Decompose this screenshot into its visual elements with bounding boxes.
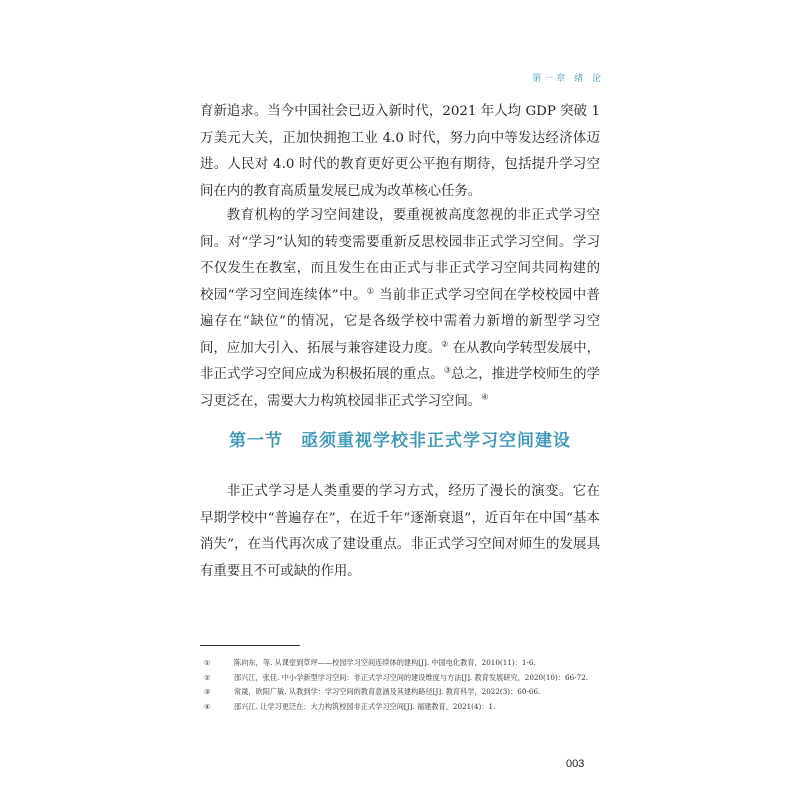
footnote-ref-2[interactable]: ② <box>441 339 449 349</box>
footnote-item <box>200 671 600 686</box>
footnote-mark: ③ <box>204 687 211 696</box>
footnote-mark: ④ <box>204 701 211 711</box>
paragraph-section-intro: 非正式学习是人类重要的学习方式，经历了漫长的演变。它在早期学校中“普遍存在”，在近千年“逐渐衰退”，近百年在中国“基本消失”，在当代再次成了建设重点。非正式学习空间对师生的发展具有重要且不可或缺的作用。 <box>200 484 600 579</box>
footnote-ref-4[interactable]: ④ <box>481 392 489 402</box>
footnote-item <box>200 685 600 700</box>
paragraph-informal-space <box>200 203 600 415</box>
running-head: 第一章 绪 论 <box>532 74 604 84</box>
footnote-ref-3[interactable]: ③ <box>443 365 452 375</box>
page-number: 003 <box>566 758 585 770</box>
body-text-continuation <box>200 99 600 205</box>
footnote-text: 常晟，欧阳广敏. 从教到学：学习空间的教育意涵及其建构路径[J]. 教育科学，2022(3)：60-66. <box>234 687 541 696</box>
sentence-1: 教育机构的学习空间建设，要重视被高度忽视的非正式学习空间。对“学习”认知的转变需要重新反思校园非正式学习空间。学习不仅发生在教室，而且发生在由正式与非正式学习空间共同构建的校园“学习空间连续体”中。 <box>200 208 600 303</box>
paragraph-continued: 育新追求。当今中国社会已迈入新时代，2021 年人均 GDP 突破 1 万美元大关，正加快拥抱工业 4.0 时代，努力向中等发达经济体迈进。人民对 4.0 时代的教育更好更公平抱有期待，包括提升学习空间在内的教育高质量发展已成为改革核心任务。 <box>200 104 600 199</box>
footnote-divider <box>200 645 300 646</box>
section-heading <box>200 426 600 451</box>
sentence-2: 当前非正式学习空间在学校校园中普遍存在“缺位”的情况，它是各级学校中需着力新增的新型学习空间，应加大引入、拓展与兼容建设力度。 <box>200 287 600 356</box>
body-text-section-intro <box>200 479 600 585</box>
sentence-3: 在从教向学转型发展中，非正式学习空间应成为积极拓展的重点。 <box>200 340 600 382</box>
section-title: 亟须重视学校非正式学习空间建设 <box>301 431 571 452</box>
body-text-informal-space <box>200 203 600 415</box>
footnote-list <box>200 656 600 714</box>
footnote-text: 邵兴江，张佳. 中小学新型学习空间：非正式学习空间的建设维度与方法[J]. 教育发展研究，2020(10)：66-72. <box>234 672 588 682</box>
section-number: 第一节 <box>229 431 283 452</box>
footnote-text: 邵兴江. 让学习更泛在：大力构筑校园非正式学习空间[J]. 福建教育，2021(4)：1. <box>234 701 496 711</box>
footnote-text: 陈向东，等. 从课堂到草坪——校园学习空间连续体的建构[J]. 中国电化教育，2010(11)：1-6. <box>234 658 536 667</box>
footnote-item <box>200 700 600 715</box>
footnote-mark: ① <box>204 658 211 667</box>
footnote-mark: ② <box>204 672 211 682</box>
footnote-item <box>200 656 600 671</box>
footnote-ref-1[interactable]: ① <box>366 286 375 296</box>
sentence-4: 总之，推进学校师生的学习更泛在，需要大力构筑校园非正式学习空间。 <box>200 367 601 409</box>
